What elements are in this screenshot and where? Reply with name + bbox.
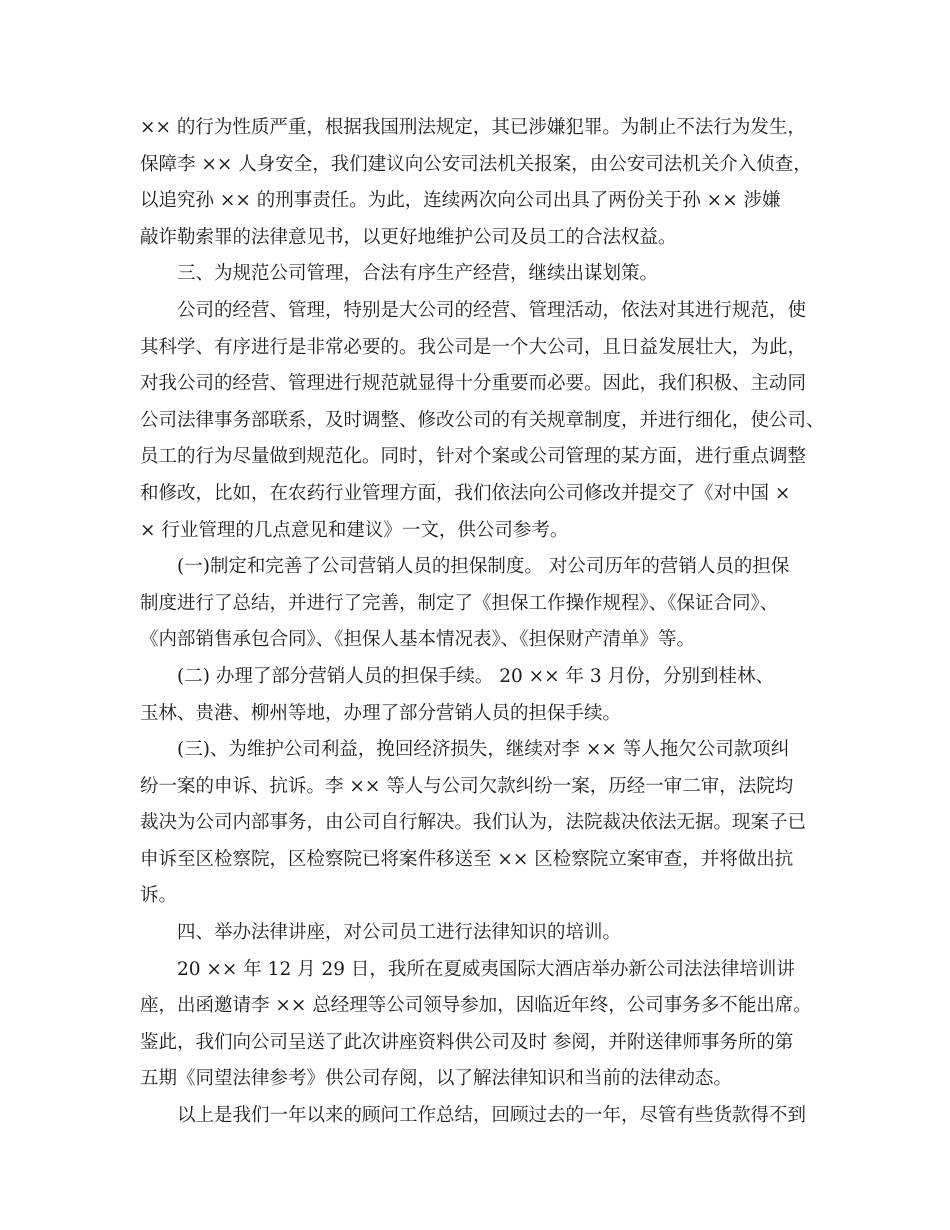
- text-line: 员工的行为尽量做到规范化。同时，针对个案或公司管理的某方面，进行重点调整: [140, 446, 807, 468]
- text-line: (三)、为维护公司利益，挽回经济损失，继续对李 ×× 等人拖欠公司款项纠: [177, 739, 790, 761]
- text-line: 其科学、有序进行是非常必要的。我公司是一个大公司，且日益发展壮大，为此，: [140, 336, 807, 358]
- text-line: 公司的经营、管理，特别是大公司的经营、管理活动，依法对其进行规范，使: [177, 299, 807, 321]
- text-line: 以追究孙 ×× 的刑事责任。为此，连续两次向公司出具了两份关于孙 ×× 涉嫌: [140, 190, 781, 212]
- text-line: 和修改，比如，在农药行业管理方面，我们依法向公司修改并提交了《对中国 ×: [140, 482, 791, 504]
- document-body: [140, 110, 830, 1135]
- text-line: 纷一案的申诉、抗诉。李 ×× 等人与公司欠款纠纷一案，历经一审二审，法院均: [140, 775, 794, 797]
- text-line: 20 ×× 年 12 月 29 日，我所在夏威夷国际大酒店举办新公司法法律培训讲: [177, 958, 795, 980]
- text-line: 以上是我们一年以来的顾问工作总结，回顾过去的一年，尽管有些货款得不到: [177, 1105, 807, 1127]
- text-line: 诉。: [140, 885, 178, 907]
- text-line: 对我公司的经营、管理进行规范就显得十分重要而必要。因此，我们积极、主动同: [140, 373, 807, 395]
- text-line: (一)制定和完善了公司营销人员的担保制度。 对公司历年的营销人员的担保: [177, 556, 790, 578]
- text-line: × 行业管理的几点意见和建议》一文，供公司参考。: [140, 519, 569, 541]
- text-line: 鉴此，我们向公司呈送了此次讲座资料供公司及时 参阅，并附送律师事务所的第: [140, 1031, 794, 1053]
- text-line: 三、为规范公司管理，合法有序生产经营，继续出谋划策。: [177, 263, 659, 285]
- text-line: 五期《同望法律参考》供公司存阅，以了解法律知识和当前的法律动态。: [140, 1068, 733, 1090]
- text-line: 制度进行了总结，并进行了完善，制定了《担保工作操作规程》、《保证合同》、: [140, 592, 779, 614]
- text-line: 玉林、贵港、柳州等地，办理了部分营销人员的担保手续。: [140, 702, 622, 724]
- text-line: 四、举办法律讲座，对公司员工进行法律知识的培训。: [177, 922, 622, 944]
- text-line: ×× 的行为性质严重，根据我国刑法规定，其已涉嫌犯罪。为制止不法行为发生，: [140, 117, 806, 138]
- text-line: 裁决为公司内部事务，由公司自行解决。我们认为，法院裁决依法无据。现案子已: [140, 812, 807, 834]
- text-line: 保障李 ×× 人身安全，我们建议向公安司法机关报案，由公安司法机关介入侦查，: [140, 153, 812, 175]
- text-line: 座，出函邀请李 ×× 总经理等公司领导参加，因临近年终，公司事务多不能出席。: [140, 995, 812, 1017]
- text-line: (二) 办理了部分营销人员的担保手续。 20 ×× 年 3 月份，分别到桂林、: [177, 665, 775, 687]
- text-line: 公司法律事务部联系，及时调整、修改公司的有关规章制度，并进行细化，使公司、: [140, 409, 825, 431]
- text-line: 《内部销售承包合同》、《担保人基本情况表》、《担保财产清单》等。: [140, 629, 696, 651]
- text-line: 敲诈勒索罪的法律意见书，以更好地维护公司及员工的合法权益。: [140, 226, 677, 248]
- text-line: 申诉至区检察院，区检察院已将案件移送至 ×× 区检察院立案审查，并将做出抗: [140, 848, 794, 870]
